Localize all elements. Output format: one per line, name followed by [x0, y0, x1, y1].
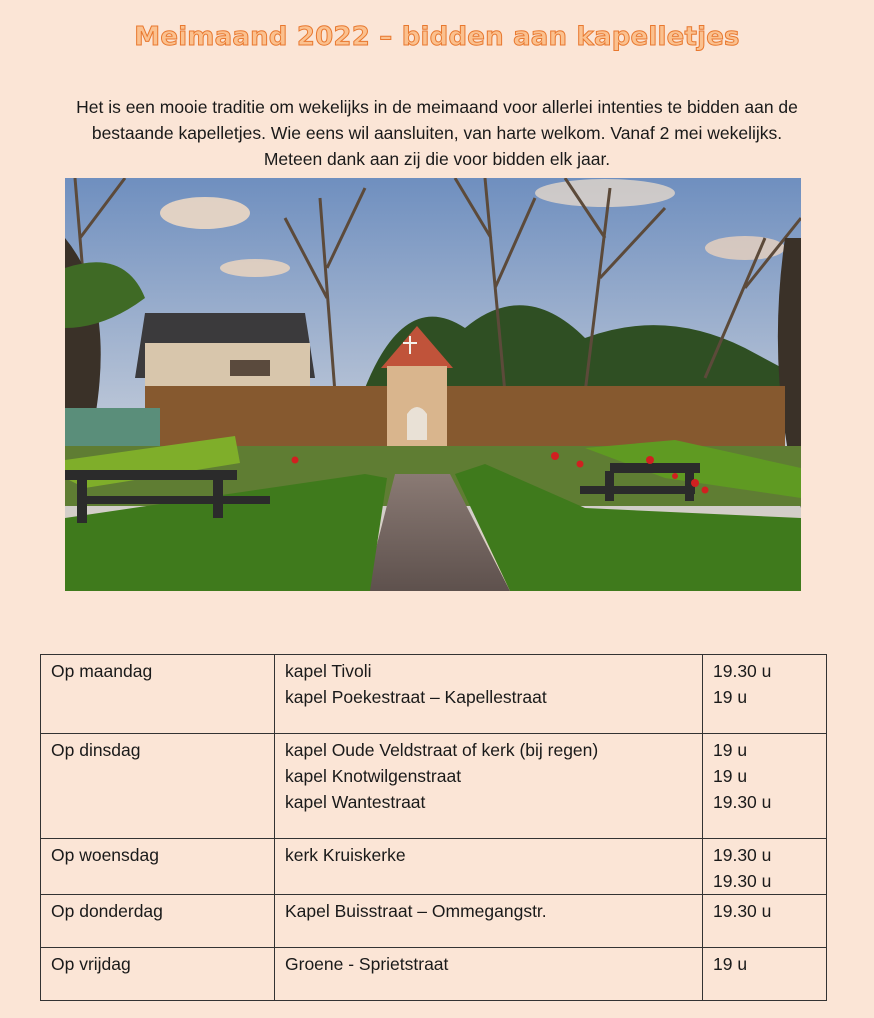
table-row [41, 655, 827, 734]
place-line: kerk Kruiskerke [285, 845, 406, 865]
place-line: kapel Poekestraat – Kapellestraat [285, 687, 547, 707]
time-line: 19.30 u [713, 792, 772, 812]
place-line: kapel Wantestraat [285, 792, 426, 812]
time-cell [703, 948, 827, 1001]
time-line: 19 u [713, 687, 748, 707]
time-line: 19.30 u [713, 901, 772, 921]
intro-line: bestaande kapelletjes. Wie eens wil aansluiten, van harte welkom. Vanaf 2 mei wekelijks. [91, 123, 783, 143]
intro-line: Het is een mooie traditie om wekelijks in de meimaand voor allerlei intenties te bidden aan de [76, 97, 798, 117]
intro-line: Meteen dank aan zij die voor bidden elk jaar. [263, 149, 611, 169]
place-cell [275, 655, 703, 734]
chapel-photo [65, 178, 801, 591]
time-cell [703, 655, 827, 734]
table-row [41, 895, 827, 948]
time-cell [703, 734, 827, 839]
place-line: kapel Tivoli [285, 661, 372, 681]
time-cell [703, 839, 827, 895]
time-line: 19.30 u [713, 661, 772, 681]
place-line: kapel Oude Veldstraat of kerk (bij regen) [285, 740, 599, 760]
time-line: 19 u [713, 740, 748, 760]
place-cell [275, 839, 703, 895]
page-title: Meimaand 2022 – bidden aan kapelletjes [134, 22, 740, 52]
table-row [41, 839, 827, 895]
time-line: 19 u [713, 954, 748, 974]
table-row [41, 948, 827, 1001]
place-cell [275, 895, 703, 948]
place-line: kapel Knotwilgenstraat [285, 766, 462, 786]
place-line: Groene - Sprietstraat [285, 954, 449, 974]
day-cell: Op donderdag [41, 895, 275, 948]
table-row [41, 734, 827, 839]
day-cell: Op dinsdag [41, 734, 275, 839]
place-cell [275, 948, 703, 1001]
schedule-table [40, 654, 827, 1001]
time-line: 19.30 u [713, 871, 772, 891]
time-line: 19.30 u [713, 845, 772, 865]
day-cell: Op maandag [41, 655, 275, 734]
day-cell: Op vrijdag [41, 948, 275, 1001]
place-cell [275, 734, 703, 839]
place-line: Kapel Buisstraat – Ommegangstr. [285, 901, 547, 921]
intro-text [20, 94, 854, 172]
time-line: 19 u [713, 766, 748, 786]
day-cell: Op woensdag [41, 839, 275, 895]
time-cell [703, 895, 827, 948]
